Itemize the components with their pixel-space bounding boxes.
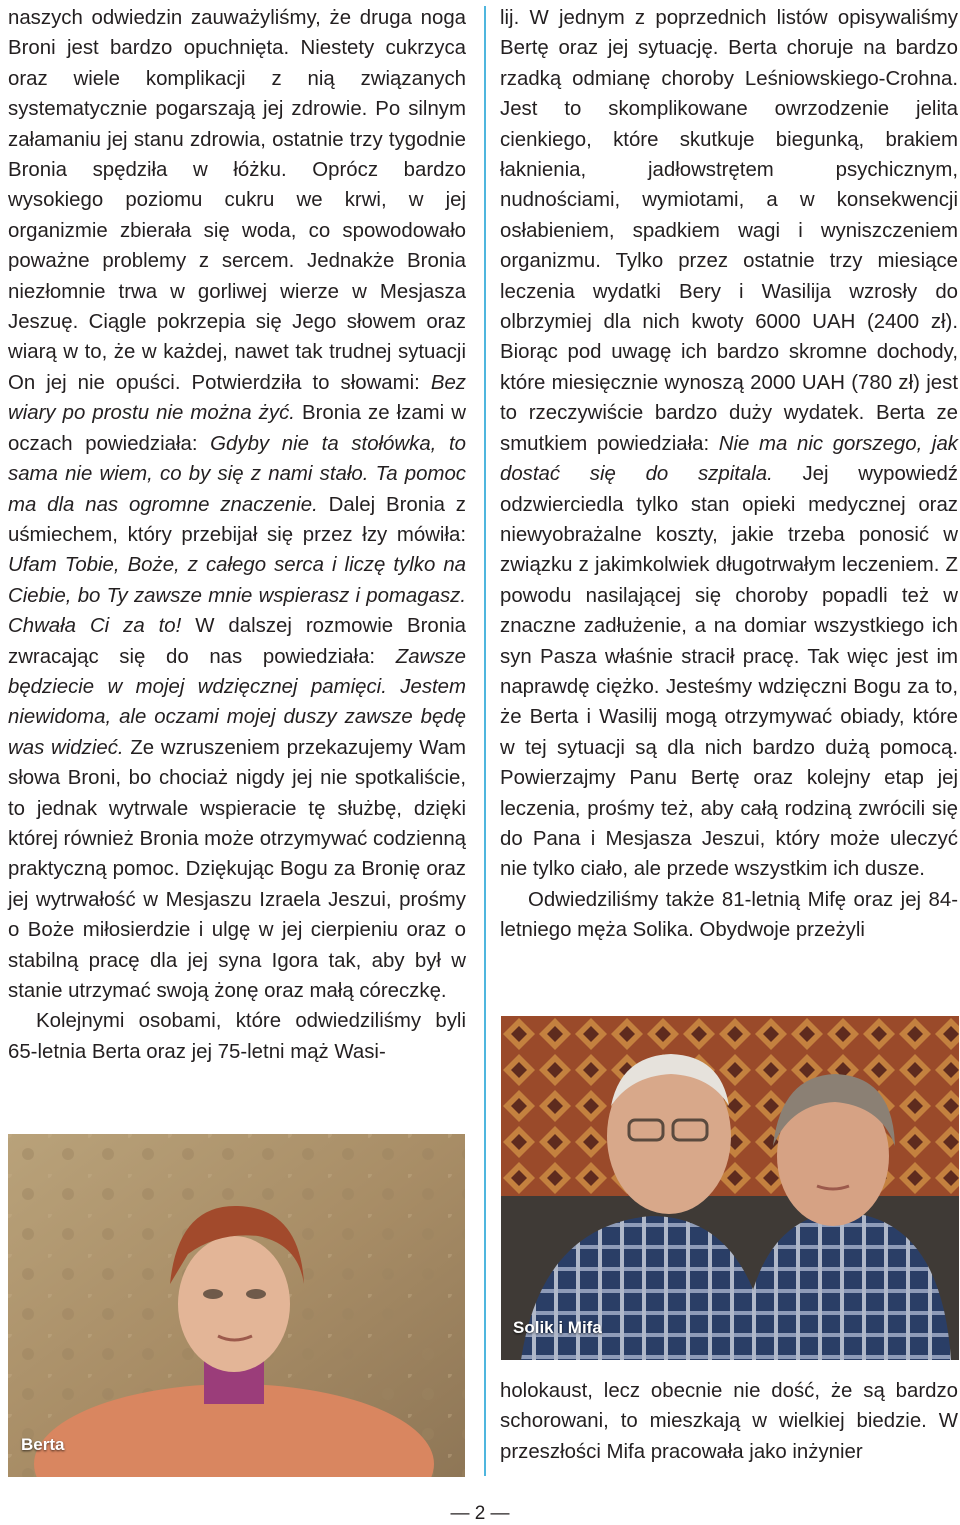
photo-berta-image bbox=[8, 1134, 465, 1477]
body-text: Dalej Bronia z uśmiechem, który przebijał się przez łzy mówiła: bbox=[8, 493, 466, 546]
quote-text: Gdyby nie ta stołówka, to sama nie wiem, co by się z nami stało. Ta pomoc ma dla nas ogromne znaczenie. bbox=[8, 432, 467, 516]
quote-text: Ufam Tobie, Boże, z całego serca i liczę tylko na Ciebie, bo Ty zawsze mnie wspierasz i pomagasz. Chwała Ci za to! bbox=[8, 554, 466, 638]
quote-text: Zawsze będziecie w mojej wdzięcznej pamięci. Jestem niewidoma, ale oczami mojej duszy zawsze będę was widzieć. bbox=[8, 645, 466, 759]
quote-text: Nie ma nic gorszego, jak dostać się do szpitala. bbox=[500, 432, 958, 486]
paragraph bbox=[500, 3, 958, 885]
body-text: lij. W jednym z poprzednich listów opisywaliśmy Bertę oraz jej sytuację. Berta choruje na bardzo rzadką odmianę choroby Leśniowskiego-Crohna. Jest to skomplikowane owrzodzenie jelita cienkiego, które skutkuje biegunką, brakiem łaknienia, jadłowstrętem psychicznym, nudnościami, wymiotami, a w konsekwencji osłabieniem, spadkiem wagi i wyniszczeniem organizmu. Tylko przez ostatnie trzy miesiące leczenia wydatki Bery i Wasilija wzrosły do olbrzymiej dla nich kwoty 6000 UAH (2400 zł). Biorąc pod uwagę ich bardzo skromne dochody, które miesięcznie wynoszą 2000 UAH (780 zł) jest to rzeczywiście bardzo duży wydatek. Berta ze smutkiem powiedziała: bbox=[500, 7, 958, 455]
quote-text: Bez wiary po prostu nie można żyć. bbox=[8, 371, 466, 425]
page-number: — 2 — bbox=[450, 1503, 510, 1524]
paragraph bbox=[500, 885, 958, 946]
photo-solik-mifa bbox=[501, 1016, 959, 1360]
paragraph bbox=[8, 1006, 466, 1067]
body-text: Ze wzruszeniem przekazujemy Wam słowa Broni, bo chociaż nigdy jej nie spotkaliście, to jednak wytrwale wspieracie tę służbę, dzięki której również Bronia może otrzymywać codzienną praktyczną pomoc. Dziękując Bogu za Bronię oraz jej wytrwałość w Mesjaszu Izraela Jeszui, prośmy o Boże miłosierdzie i ulgę w jej cierpieniu oraz o stabilną pracę dla jej syna Igora tak, aby był w stanie utrzymać swoją żonę oraz małą córeczkę. bbox=[8, 736, 467, 1002]
body-text: holokaust, lecz obecnie nie dość, że są bardzo schorowani, to mieszkają w wielkiej biedzie. W przeszłości Mifa pracowała jako inżynier bbox=[500, 1380, 958, 1463]
photo-caption-solik-mifa: Solik i Mifa bbox=[513, 1318, 602, 1337]
paragraph bbox=[500, 1376, 958, 1467]
body-text: Odwiedziliśmy także 81-letnią Mifę oraz jej 84-letniego męża Solika. Obydwoje przeżyli bbox=[500, 888, 958, 942]
paragraph bbox=[8, 3, 466, 1006]
text-column-right bbox=[500, 3, 958, 946]
text-column-left bbox=[8, 3, 466, 1067]
body-text: W dalszej rozmowie Bronia zwracając się do nas powiedziała: bbox=[8, 615, 466, 668]
body-text: naszych odwiedzin zauważyliśmy, że druga noga Broni jest bardzo opuchnięta. Niestety cukrzyca oraz wiele komplikacji z nią związanych systematycznie pogarszają jej zdrowie. Po silnym załamaniu jej stanu zdrowia, ostatnie trzy tygodnie Bronia spędziła w łóżku. Oprócz bardzo wysokiego poziomu cukru we krwi, w jej organizmie zbierała się woda, co spowodowało poważne problemy z sercem. Jednakże Bronia niezłomnie trwa w gorliwej wierze w Mesjasza Jeszuę. Ciągle pokrzepia się Jego słowem oraz wiarą w to, że w każdej, nawet tak trudnej sytuacji On jej nie opuści. Potwierdziła to słowami: bbox=[8, 7, 466, 394]
photo-berta bbox=[8, 1134, 465, 1477]
photo-caption-berta: Berta bbox=[21, 1435, 65, 1454]
text-column-right-bottom bbox=[500, 1376, 958, 1467]
body-text: Kolejnymi osobami, które odwiedziliśmy byli 65-letnia Berta oraz jej 75-letni mąż Wasi- bbox=[8, 1010, 466, 1063]
column-divider bbox=[484, 6, 486, 1476]
body-text: Bronia ze łzami w oczach powiedziała: bbox=[8, 402, 466, 455]
photo-solik-mifa-image bbox=[501, 1016, 959, 1360]
body-text: Jej wypowiedź odzwierciedla tylko stan opieki medycznej oraz niewyobrażalne koszty, jakie trzeba ponosić w związku z jakimkolwiek długotrwałym leczeniem. Z powodu nasilającej się choroby popadli też w znaczne zadłużenie, a na domiar wszystkiego ich syn Pasza właśnie stracił pracę. Tak więc jest im naprawdę ciężko. Jesteśmy wdzięczni Bogu za to, że Berta i Wasilij mogą otrzymywać obiady, które w tej sytuacji są dla nich bardzo dużą pomocą. Powierzajmy Panu Bertę oraz kolejny etap jej leczenia, prośmy też, aby całą rodziną zwrócili się do Pana i Mesjasza Jeszui, który może uleczyć nie tylko ciało, ale przede wszystkim ich dusze. bbox=[500, 463, 958, 881]
